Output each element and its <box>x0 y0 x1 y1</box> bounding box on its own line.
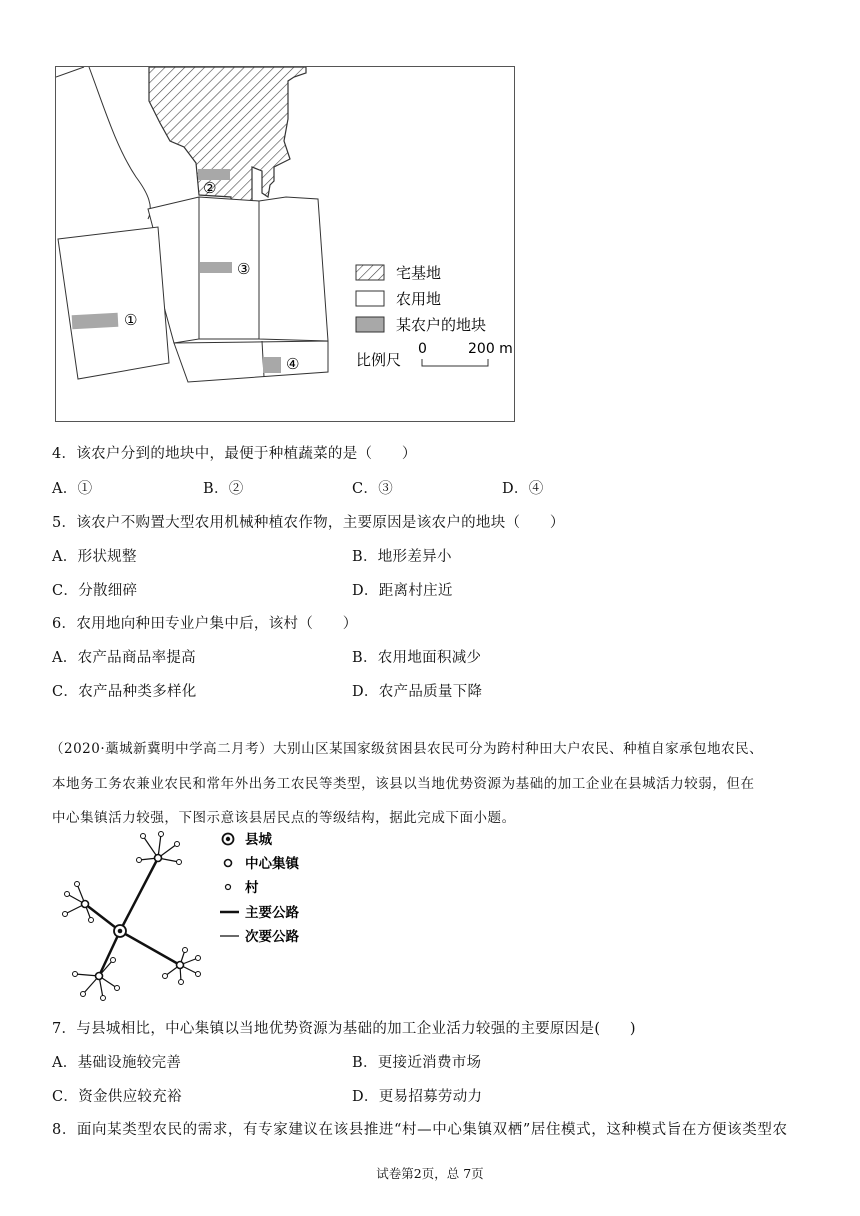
settlement-hierarchy-diagram <box>55 828 355 1006</box>
homestead-area <box>149 67 306 201</box>
legend-swatch-plot <box>356 317 384 332</box>
question-6-option-c[interactable]: C．农产品种类多样化 <box>52 684 197 700</box>
question-6-option-b[interactable]: B．农用地面积减少 <box>352 650 482 666</box>
diagram-legend-central-town: 中心集镇 <box>245 856 299 872</box>
question-7-option-c[interactable]: C．资金供应较充裕 <box>52 1089 182 1105</box>
passage-line-1: （2020·藁城新冀明中学高二月考）大别山区某国家级贫困县农民可分为跨村种田大户农民、种植自家承包地农民、 <box>50 741 764 757</box>
diagram-legend-county-seat: 县城 <box>245 832 272 848</box>
land-use-map <box>55 66 515 422</box>
question-6-stem: 6．农用地向种田专业户集中后，该村（ ） <box>52 616 358 632</box>
question-4-option-c[interactable]: C．③ <box>352 481 393 497</box>
diagram-legend-secondary-road: 次要公路 <box>245 929 299 945</box>
passage-line-3: 中心集镇活力较强，下图示意该县居民点的等级结构，据此完成下面小题。 <box>52 810 516 826</box>
legend-swatch-homestead <box>356 265 384 280</box>
scale-end: 200 m <box>468 341 513 357</box>
passage-line-2: 本地务工务农兼业农民和常年外出务工农民等类型，该县以当地优势资源为基础的加工企业在县城活力较弱，但在 <box>52 776 755 792</box>
plot-label-3: ③ <box>237 260 251 278</box>
question-4-option-b[interactable]: B．② <box>203 481 244 497</box>
field-right <box>259 197 328 341</box>
question-5-option-c[interactable]: C．分散细碎 <box>52 583 138 599</box>
plot-label-1: ① <box>124 311 138 329</box>
legend-label-plot: 某农户的地块 <box>396 316 487 334</box>
question-5-option-b[interactable]: B．地形差异小 <box>352 549 452 565</box>
diagram-legend-village: 村 <box>245 880 259 896</box>
scale-label: 比例尺 <box>356 351 402 369</box>
question-7-stem: 7．与县城相比，中心集镇以当地优势资源为基础的加工企业活力较强的主要原因是( ) <box>52 1021 636 1037</box>
diagram-drawing <box>55 828 355 1006</box>
question-5-option-a[interactable]: A．形状规整 <box>52 549 137 565</box>
question-4-option-a[interactable]: A．① <box>52 481 93 497</box>
question-7-option-b[interactable]: B．更接近消费市场 <box>352 1055 482 1071</box>
diagram-legend-main-road: 主要公路 <box>245 905 299 921</box>
plot-label-2: ② <box>203 179 217 197</box>
plot-3 <box>200 262 232 273</box>
plot-label-4: ④ <box>286 355 300 373</box>
legend-label-homestead: 宅基地 <box>396 264 442 282</box>
plot-4 <box>263 357 281 373</box>
question-7-option-d[interactable]: D．更易招募劳动力 <box>352 1089 483 1105</box>
field-bottom <box>174 341 328 382</box>
question-6-option-a[interactable]: A．农产品商品率提高 <box>52 650 196 666</box>
scale-bar <box>422 359 488 366</box>
scale-start: 0 <box>418 341 427 357</box>
page-footer: 试卷第2页，总 7页 <box>376 1166 484 1181</box>
question-4-option-d[interactable]: D．④ <box>502 481 544 497</box>
legend-swatch-farmland <box>356 291 384 306</box>
field-left <box>58 227 169 379</box>
question-5-stem: 5．该农户不购置大型农用机械种植农作物，主要原因是该农户的地块（ ） <box>52 515 565 531</box>
question-5-option-d[interactable]: D．距离村庄近 <box>352 583 453 599</box>
map-drawing <box>56 67 515 422</box>
question-4-stem: 4．该农户分到的地块中，最便于种植蔬菜的是（ ） <box>52 446 417 462</box>
question-7-option-a[interactable]: A．基础设施较完善 <box>52 1055 182 1071</box>
legend-label-farmland: 农用地 <box>396 290 442 308</box>
plot-1 <box>72 313 119 329</box>
question-8-stem: 8．面向某类型农民的需求，有专家建议在该县推进“村—中心集镇双栖”居住模式，这种模式旨在方便该类型农 <box>52 1122 788 1138</box>
question-6-option-d[interactable]: D．农产品质量下降 <box>352 684 483 700</box>
